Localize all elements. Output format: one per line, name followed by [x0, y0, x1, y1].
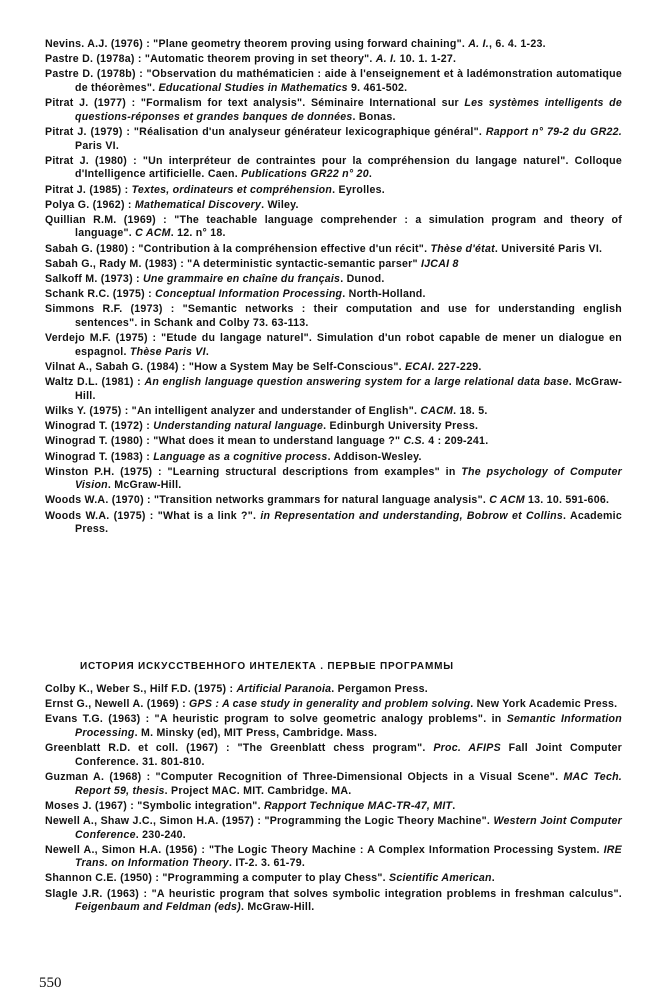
- reference-text: .: [491, 872, 495, 885]
- reference-text: . Bonas.: [352, 110, 396, 123]
- reference-text: . M. Minsky (ed), MIT Press, Cambridge. Mass.: [134, 726, 378, 739]
- reference-title: C ACM: [489, 494, 525, 507]
- reference-year: (1972): [110, 420, 144, 433]
- reference-text: "Réalisation d'un analyseur générateur lexicographique général".: [133, 125, 486, 138]
- reference-title: Scientific American: [389, 872, 492, 885]
- reference-text: , 6. 4. 1-23.: [488, 38, 546, 50]
- reference-text: . Project MAC. MIT. Cambridge. MA.: [164, 784, 352, 797]
- reference-author: Woods W.A.: [45, 494, 109, 507]
- reference-title: IJCAI 8: [420, 257, 459, 270]
- reference-entry: [45, 126, 622, 153]
- reference-separator: :: [132, 273, 144, 286]
- reference-year: (1968): [109, 770, 142, 783]
- reference-year: (1975): [194, 683, 227, 695]
- reference-entry: [45, 420, 622, 434]
- reference-text: "Automatic theorem proving in set theory".: [144, 53, 376, 66]
- reference-text: . 230-240.: [135, 828, 186, 841]
- reference-title: Proc. AFIPS: [433, 742, 501, 755]
- reference-year: (1984): [146, 360, 179, 373]
- reference-entry: [45, 888, 622, 915]
- reference-separator: :: [122, 125, 134, 138]
- reference-entry: [45, 815, 622, 842]
- reference-entry: [45, 155, 622, 182]
- reference-text: . New York Academic Press.: [470, 698, 618, 711]
- reference-author: Colby K., Weber S., Hilf F.D.: [45, 683, 191, 695]
- reference-text: . McGraw-Hill.: [107, 479, 182, 492]
- reference-separator: :: [218, 742, 238, 755]
- reference-text: . Academic Press.: [75, 509, 623, 536]
- reference-text: "A heuristic program that solves symbolic integration problems in freshman calculus".: [151, 887, 622, 900]
- reference-text: "Semantic networks : their computation and use for understanding english sentences". in Schank and Colby 73. 63-113.: [75, 303, 622, 329]
- reference-separator: :: [147, 332, 162, 345]
- reference-separator: :: [134, 53, 145, 66]
- reference-text: . Edinburgh University Press.: [323, 420, 479, 433]
- reference-title: C ACM: [135, 227, 171, 240]
- reference-author: Pastre D.: [45, 53, 94, 66]
- reference-title: Educational Studies in Mathematics: [158, 81, 348, 94]
- reference-separator: :: [226, 683, 237, 695]
- reference-author: Pitrat J.: [45, 125, 87, 138]
- reference-author: Woods W.A.: [45, 509, 110, 522]
- reference-year: (1979): [90, 125, 123, 138]
- reference-text: "Learning structural descriptions from examples" in: [167, 465, 462, 478]
- reference-separator: :: [177, 257, 188, 270]
- reference-text: "What is a link ?".: [157, 509, 261, 522]
- reference-title: Conceptual Information Processing: [155, 288, 343, 301]
- reference-text: "Formalism for text analysis". Séminaire International sur: [140, 97, 465, 110]
- reference-author: Winograd T.: [45, 420, 108, 433]
- reference-text: 13. 10. 591-606.: [524, 494, 610, 507]
- reference-author: Sabah G.: [45, 242, 93, 255]
- reference-author: Evans T.G.: [45, 713, 104, 726]
- reference-text: . 227-229.: [431, 360, 482, 373]
- reference-year: (1950): [120, 872, 153, 885]
- reference-year: (1957): [221, 814, 255, 827]
- reference-text: "Un interpréteur de contraintes pour la compréhension du langage naturel". Colloque d'Intelligence artificielle. Caen.: [75, 154, 622, 181]
- reference-title: Western Joint Computer Conference: [75, 814, 622, 841]
- reference-author: Simmons R.F.: [45, 303, 123, 316]
- reference-title: C.S.: [403, 435, 426, 448]
- reference-entry: [45, 199, 622, 213]
- reference-separator: :: [197, 843, 210, 856]
- reference-separator: :: [124, 198, 135, 211]
- reference-text: 9. 461-502.: [347, 81, 408, 94]
- reference-text: "Symbolic integration".: [137, 799, 264, 812]
- reference-year: (1978a): [96, 53, 135, 66]
- reference-year: (1980): [94, 154, 128, 167]
- reference-separator: :: [140, 713, 155, 726]
- reference-year: (1970): [111, 494, 144, 507]
- reference-year: (1975): [113, 509, 146, 522]
- reference-title: Thèse d'état: [430, 242, 495, 255]
- reference-year: (1975): [89, 404, 122, 417]
- reference-author: Wilks Y.: [45, 404, 87, 417]
- reference-entry: [45, 214, 622, 241]
- reference-year: (1963): [108, 713, 141, 726]
- reference-text: "Programming a computer to play Chess".: [162, 872, 390, 885]
- reference-text: "Etude du langage naturel". Simulation d'un robot capable de mener un dialogue en espagnol.: [75, 332, 622, 358]
- reference-separator: :: [135, 68, 147, 81]
- reference-separator: :: [141, 770, 156, 783]
- reference-text: "Plane geometry theorem proving using forward chaining".: [153, 38, 469, 50]
- reference-year: (1980): [110, 435, 144, 448]
- reference-entry: [45, 361, 622, 375]
- reference-title: Semantic Information Processing: [75, 713, 622, 739]
- reference-entry: [45, 405, 622, 419]
- reference-title: Les systèmes intelligents de questions-réponses et grandes banques de données: [75, 97, 623, 123]
- reference-text: "Computer Recognition of Three-Dimensional Objects in a Visual Scene".: [155, 770, 564, 783]
- reference-entry: [45, 451, 622, 465]
- reference-separator: :: [254, 814, 265, 827]
- reference-entry: [45, 771, 622, 798]
- reference-author: Polya G.: [45, 198, 90, 211]
- reference-year: (1980): [96, 242, 129, 255]
- reference-separator: :: [127, 154, 143, 167]
- reference-year: (1967): [94, 799, 128, 812]
- reference-separator: :: [144, 288, 156, 301]
- reference-entry: [45, 872, 622, 886]
- reference-entry: [45, 53, 622, 67]
- reference-separator: :: [152, 465, 168, 478]
- reference-text: "Observation du mathématicien : aide à l'enseignement et à ladémonstration automatique de théorèmes".: [75, 68, 623, 94]
- reference-title: Rapport Technique MAC-TR-47, MIT: [263, 799, 453, 812]
- reference-author: Guzman A.: [45, 770, 105, 783]
- reference-text: 4 : 209-241.: [425, 435, 489, 448]
- reference-text: "The Greenblatt chess program".: [237, 742, 434, 755]
- reference-entry: [45, 273, 622, 287]
- reference-title: Artificial Paranoia: [236, 683, 332, 695]
- reference-title: MAC Tech. Report 59, thesis: [75, 770, 622, 797]
- reference-text: .: [205, 345, 210, 358]
- reference-text: . Eyrolles.: [332, 183, 385, 196]
- reference-year: (1978b): [96, 68, 136, 81]
- reference-title: A. I.: [468, 38, 489, 50]
- reference-year: (1983): [144, 257, 177, 270]
- reference-text: .: [452, 799, 456, 812]
- page-number: 550: [39, 975, 62, 991]
- reference-separator: :: [152, 872, 163, 885]
- reference-author: Pastre D.: [45, 68, 94, 81]
- reference-separator: :: [162, 303, 183, 316]
- reference-author: Vilnat A., Sabah G.: [45, 360, 144, 373]
- reference-title: Understanding natural language: [153, 420, 324, 433]
- reference-entry: [45, 38, 622, 52]
- reference-separator: :: [143, 420, 154, 433]
- reference-separator: :: [143, 494, 155, 507]
- reference-text: "Programming the Logic Theory Machine".: [264, 814, 494, 827]
- reference-author: Schank R.C.: [45, 288, 110, 301]
- reference-title: Language as a cognitive process: [153, 450, 328, 463]
- reference-entry: [45, 698, 622, 712]
- reference-year: (1967): [186, 742, 219, 755]
- reference-title: Rapport n° 79-2 du GR22.: [485, 125, 622, 138]
- reference-entry: [45, 683, 622, 697]
- reference-text: . Pergamon Press.: [331, 683, 428, 695]
- reference-author: Quillian R.M.: [45, 213, 117, 226]
- reference-title: GPS : A case study in generality and problem solving: [189, 698, 471, 711]
- reference-year: (1963): [106, 887, 140, 900]
- reference-entry: [45, 184, 622, 198]
- reference-text: 10. 1. 1-27.: [396, 53, 457, 66]
- reference-year: (1983): [110, 450, 144, 463]
- reference-text: . Université Paris VI.: [494, 242, 603, 255]
- reference-year: (1985): [89, 183, 122, 196]
- reference-title: Mathematical Discovery: [134, 198, 262, 211]
- reference-separator: :: [126, 97, 141, 110]
- reference-text: . McGraw-Hill.: [75, 376, 622, 402]
- reference-text: "What does it mean to understand language ?": [153, 435, 404, 448]
- reference-year: (1956): [165, 843, 198, 856]
- reference-title: ECAI: [405, 360, 432, 373]
- reference-separator: :: [127, 799, 138, 812]
- section-heading: ИСТОРИЯ ИСКУССТВЕННОГО ИНТЕЛЕКТА . ПЕРВЫЕ ПРОГРАММЫ: [80, 661, 454, 672]
- reference-author: Sabah G., Rady M.: [45, 257, 142, 270]
- reference-entry: [45, 713, 622, 740]
- reference-separator: :: [121, 183, 132, 196]
- reference-text: . North-Holland.: [342, 288, 426, 301]
- reference-author: Shannon C.E.: [45, 872, 117, 885]
- reference-text: "A heuristic program to solve geometric analogy problems". in: [154, 713, 507, 726]
- reference-text: "Transition networks grammars for natural language analysis".: [154, 494, 490, 507]
- reference-year: (1976): [110, 38, 143, 50]
- reference-separator: :: [143, 435, 154, 448]
- reference-author: Slagle J.R.: [45, 887, 103, 900]
- reference-title: A. I.: [375, 53, 397, 66]
- reference-text: "A deterministic syntactic-semantic parser": [187, 257, 421, 270]
- reference-title: An english language question answering system for a large relational data base: [144, 376, 569, 389]
- reference-author: Waltz D.L.: [45, 376, 99, 389]
- reference-year: (1975): [115, 332, 148, 345]
- reference-author: Greenblatt R.D. et coll.: [45, 742, 179, 755]
- reference-entry: [45, 800, 622, 814]
- reference-title: Feigenbaum and Feldman (eds): [75, 901, 241, 914]
- reference-entry: [45, 844, 622, 871]
- reference-text: . 12. n° 18.: [170, 227, 226, 240]
- reference-text: . 18. 5.: [453, 404, 488, 417]
- reference-text: "How a System May be Self-Conscious".: [188, 360, 406, 373]
- reference-author: Newell A., Simon H.A.: [45, 843, 162, 856]
- reference-title: Une grammaire en chaîne du français: [143, 273, 341, 286]
- reference-year: (1981): [101, 376, 134, 389]
- reference-entry: [45, 435, 622, 449]
- reference-text: Paris VI.: [75, 139, 120, 152]
- reference-entry: [45, 303, 622, 330]
- reference-author: Verdejo M.F.: [45, 332, 111, 345]
- reference-author: Winograd T.: [45, 450, 108, 463]
- reference-year: (1962): [92, 198, 125, 211]
- reference-text: . IT-2. 3. 61-79.: [228, 857, 306, 870]
- reference-author: Moses J.: [45, 799, 92, 812]
- reference-text: .: [368, 168, 373, 181]
- reference-entry: [45, 376, 622, 403]
- reference-author: Ernst G., Newell A.: [45, 698, 144, 711]
- reference-text: . McGraw-Hill.: [240, 901, 315, 914]
- reference-separator: :: [145, 509, 158, 522]
- reference-entry: [45, 68, 622, 95]
- reference-separator: :: [143, 38, 154, 50]
- reference-year: (1977): [93, 97, 127, 110]
- reference-author: Salkoff M.: [45, 273, 98, 286]
- reference-separator: :: [178, 698, 190, 711]
- reference-entry: [45, 742, 622, 769]
- reference-list: [45, 38, 622, 538]
- reference-title: Thèse Paris VI: [129, 345, 206, 358]
- reference-text: . Wiley.: [261, 198, 299, 211]
- reference-year: (1969): [123, 213, 156, 226]
- reference-author: Winston P.H.: [45, 465, 115, 478]
- reference-text: . Addison-Wesley.: [327, 450, 422, 463]
- reference-text: "An intelligent analyzer and understander of English".: [131, 404, 421, 417]
- reference-year: (1973): [130, 303, 163, 316]
- reference-separator: :: [133, 376, 145, 389]
- reference-separator: :: [139, 887, 152, 900]
- reference-entry: [45, 494, 622, 508]
- reference-text: Fall Joint Computer Conference. 31. 801-810.: [75, 742, 622, 768]
- reference-author: Pitrat J.: [45, 154, 89, 167]
- reference-separator: :: [178, 360, 189, 373]
- reference-separator: :: [155, 213, 175, 226]
- reference-title: IRE Trans. on Information Theory: [75, 843, 622, 870]
- reference-separator: :: [143, 450, 154, 463]
- reference-entry: [45, 243, 622, 257]
- reference-author: Newell A., Shaw J.C., Simon H.A.: [45, 814, 219, 827]
- reference-author: Pitrat J.: [45, 97, 89, 110]
- reference-entry: [45, 466, 622, 493]
- reference-text: . Dunod.: [340, 273, 385, 286]
- reference-entry: [45, 510, 622, 537]
- reference-entry: [45, 97, 622, 124]
- reference-title: Publications GR22 n° 20: [241, 168, 369, 181]
- reference-author: Winograd T.: [45, 435, 108, 448]
- reference-text: "Contribution à la compréhension effective d'un récit".: [138, 242, 431, 255]
- reference-title: in Representation and understanding, Bobrow et Collins: [260, 509, 564, 522]
- reference-entry: [45, 288, 622, 302]
- reference-entry: [45, 332, 622, 359]
- reference-separator: :: [128, 242, 139, 255]
- reference-author: Nevins. A.J.: [45, 38, 108, 50]
- reference-entry: [45, 258, 622, 272]
- reference-year: (1969): [146, 698, 179, 711]
- reference-list-history: [45, 683, 622, 916]
- reference-separator: :: [121, 404, 132, 417]
- reference-author: Pitrat J.: [45, 183, 87, 196]
- reference-year: (1973): [100, 273, 133, 286]
- reference-title: Textes, ordinateurs et compréhension: [131, 183, 333, 196]
- reference-text: "The teachable language comprehender : a simulation program and theory of language".: [75, 213, 623, 240]
- reference-title: The psychology of Computer Vision: [75, 465, 622, 492]
- reference-text: "The Logic Theory Machine : A Complex Information Processing System.: [209, 843, 604, 856]
- reference-title: CACM: [420, 404, 454, 417]
- reference-year: (1975): [120, 465, 153, 478]
- reference-year: (1975): [112, 288, 145, 301]
